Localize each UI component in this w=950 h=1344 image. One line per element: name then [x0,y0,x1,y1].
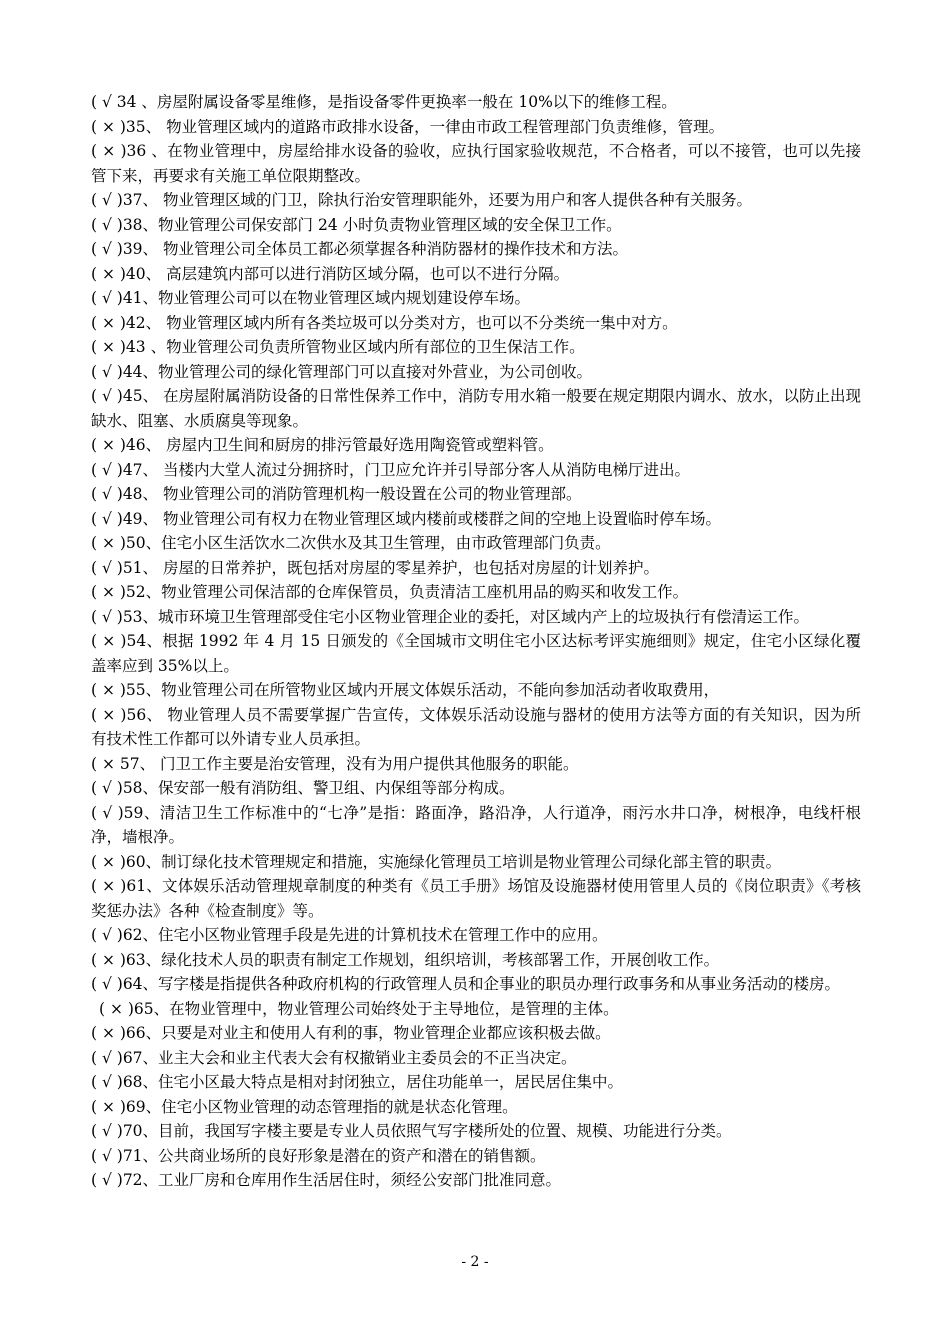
question-36: ( × )36 、在物业管理中，房屋给排水设备的验收，应执行国家验收规范，不合格者，可以不接管，也可以先接管下来，再要求有关施工单位限期整改。 [91,142,861,185]
question-47: ( √ )47、 当楼内大堂人流过分拥挤时，门卫应允许并引导部分客人从消防电梯厅进出。 [91,460,690,479]
question-39: ( √ )39、 物业管理公司全体员工都必须掌握各种消防器材的操作技术和方法。 [91,240,628,258]
question-51: ( √ )51、 房屋的日常养护，既包括对房屋的零星养护，也包括对房屋的计划养护。 [91,558,659,577]
question-58: ( √ )58、保安部一般有消防组、警卫组、内保组等部分构成。 [91,779,515,797]
question-52: ( × )52、物业管理公司保洁部的仓库保管员，负责清洁工座机用品的购买和收发工作。 [91,583,689,601]
question-60: ( × )60、制订绿化技术管理规定和措施，实施绿化管理员工培训是物业管理公司绿化部主管的职责。 [91,852,782,871]
question-71: ( √ )71、公共商业场所的良好形象是潜在的资产和潜在的销售额。 [91,1146,546,1165]
question-61: ( × )61、文体娱乐活动管理规章制度的种类有《员工手册》场馆及设施器材使用管里人员的《岗位职责》《考核奖惩办法》各种《检查制度》等。 [91,877,861,920]
question-49: ( √ )49、 物业管理公司有权力在物业管理区域内楼前或楼群之间的空地上设置临时停车场。 [91,509,721,528]
question-57: ( × 57、 门卫工作主要是治安管理，没有为用户提供其他服务的职能。 [91,754,579,773]
question-67: ( √ )67、业主大会和业主代表大会有权撤销业主委员会的不正当决定。 [91,1048,577,1067]
question-65: ( × )65、在物业管理中，物业管理公司始终处于主导地位，是管理的主体。 [99,999,619,1018]
question-68: ( √ )68、住宅小区最大特点是相对封闭独立，居住功能单一，居民居住集中。 [91,1073,624,1091]
question-50: ( × )50、住宅小区生活饮水二次供水及其卫生管理，由市政管理部门负责。 [91,534,611,552]
question-70: ( √ )70、目前，我国写字楼主要是专业人员依照气写字楼所处的位置、规模、功能进行分类。 [91,1122,732,1140]
question-35: ( × )35、 物业管理区域内的道路市政排水设备，一律由市政工程管理部门负责维修，管理。 [91,117,725,136]
question-34: ( √ 34 、房屋附属设备零星维修，是指设备零件更换率一般在 10%以下的维修工程。 [91,93,677,111]
question-40: ( × )40、 高层建筑内部可以进行消防区域分隔，也可以不进行分隔。 [91,264,570,283]
question-69: ( × )69、住宅小区物业管理的动态管理指的就是状态化管理。 [91,1097,518,1116]
question-55: ( × )55、物业管理公司在所管物业区域内开展文体娱乐活动，不能向参加活动者收取费用， [91,681,720,699]
question-53: ( √ )53、城市环境卫生管理部受住宅小区物业管理企业的委托，对区域内产上的垃圾执行有偿清运工作。 [91,607,810,626]
question-66: ( × )66、只要是对业主和使用人有利的事，物业管理企业都应该积极去做。 [91,1024,611,1042]
question-56: ( × )56、 物业管理人员不需要掌握广告宣传，文体娱乐活动设施与器材的使用方法等方面的有关知识，因为所有技术性工作都可以外请专业人员承担。 [91,705,861,748]
question-42: ( × )42、 物业管理区域内所有各类垃圾可以分类对方，也可以不分类统一集中对方。 [91,313,678,332]
question-41: ( √ )41、物业管理公司可以在物业管理区域内规划建设停车场。 [91,289,531,307]
page-number: - 2 - [461,1254,489,1270]
question-62: ( √ )62、住宅小区物业管理手段是先进的计算机技术在管理工作中的应用。 [91,926,608,944]
question-43: ( × )43 、物业管理公司负责所管物业区域内所有部位的卫生保洁工作。 [91,338,585,356]
question-54: ( × )54、根据 1992 年 4 月 15 日颁发的《全国城市文明住宅小区达标考评实施细则》规定，住宅小区绿化覆盖率应到 35%以上。 [91,632,861,675]
question-59: ( √ )59、清洁卫生工作标准中的“七净”是指：路面净，路沿净，人行道净，雨污水井口净，树根净，电线杆根净，墙根净。 [91,803,861,846]
question-64: ( √ )64、写字楼是指提供各种政府机构的行政管理人员和企事业的职员办理行政事务和从事业务活动的楼房。 [91,975,841,993]
question-38: ( √ )38、物业管理公司保安部门 24 小时负责物业管理区域的安全保卫工作。 [91,215,622,234]
question-44: ( √ )44、物业管理公司的绿化管理部门可以直接对外营业，为公司创收。 [91,362,593,381]
question-46: ( × )46、 房屋内卫生间和厨房的排污管最好选用陶瓷管或塑料管。 [91,436,554,454]
question-72: ( √ )72、工业厂房和仓库用作生活居住时，须经公安部门批准同意。 [91,1171,562,1189]
question-63: ( × )63、绿化技术人员的职责有制定工作规划，组织培训，考核部署工作，开展创收工作。 [91,950,720,969]
question-48: ( √ )48、 物业管理公司的消防管理机构一般设置在公司的物业管理部。 [91,485,582,503]
question-45: ( √ )45、 在房屋附属消防设备的日常性保养工作中，消防专用水箱一般要在规定期限内调水、放水，以防止出现缺水、阻塞、水质腐臭等现象。 [91,387,861,430]
question-37: ( √ )37、 物业管理区域的门卫，除执行治安管理职能外，还要为用户和客人提供各种有关服务。 [91,191,752,209]
question-list [91,90,861,1193]
